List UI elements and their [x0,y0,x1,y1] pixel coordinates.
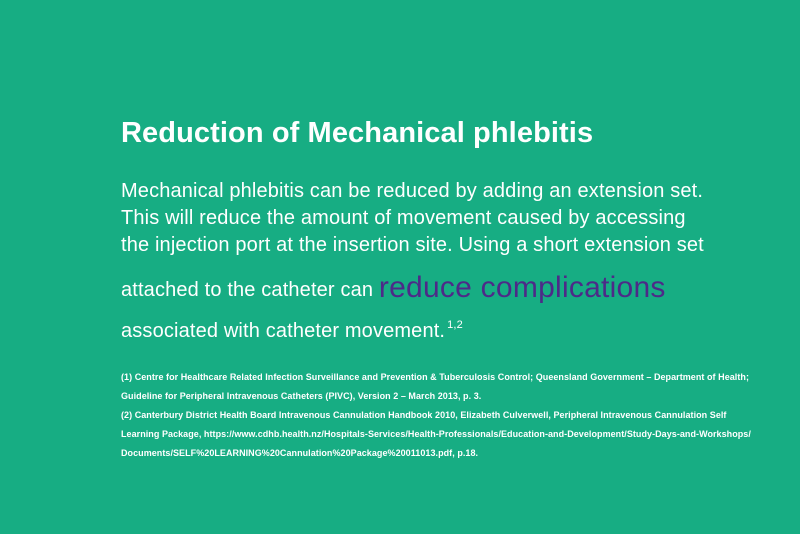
slide-content [121,113,761,463]
body-line-prefix: attached to the catheter can [121,279,379,301]
reference-line: Learning Package, https://www.cdhb.health.nz/Hospitals-Services/Health-Professionals/Education-and-Development/Study-Days-and-Workshops/ [121,429,751,439]
reference-line: Guideline for Peripheral Intravenous Catheters (PIVC), Version 2 – March 2013, p. 3. [121,391,482,401]
body-line: This will reduce the amount of movement caused by accessing [121,207,686,229]
reference-line: (2) Canterbury District Health Board Intravenous Cannulation Handbook 2010, Elizabeth Culverwell, Peripheral Intravenous Cannulation Self [121,410,727,420]
body-line-text: associated with catheter movement. [121,320,446,342]
body-line-with-highlight [121,273,761,304]
body-line: the injection port at the insertion site. Using a short extension set [121,234,704,256]
references [121,368,751,463]
reference-line: Documents/SELF%20LEARNING%20Cannulation%20Package%20011013.pdf, p.18. [121,448,479,458]
body-line-with-citation [121,312,761,345]
body-line: Mechanical phlebitis can be reduced by adding an extension set. [121,180,704,202]
reference-line: (1) Centre for Healthcare Related Infection Surveillance and Prevention & Tuberculosis Control; Queensland Government – Department of Health; [121,372,750,382]
slide-title: Reduction of Mechanical phlebitis [121,117,594,149]
highlighted-phrase: reduce complications [378,271,666,304]
citation-superscript: 1,2 [447,319,463,331]
body-copy [121,178,761,345]
